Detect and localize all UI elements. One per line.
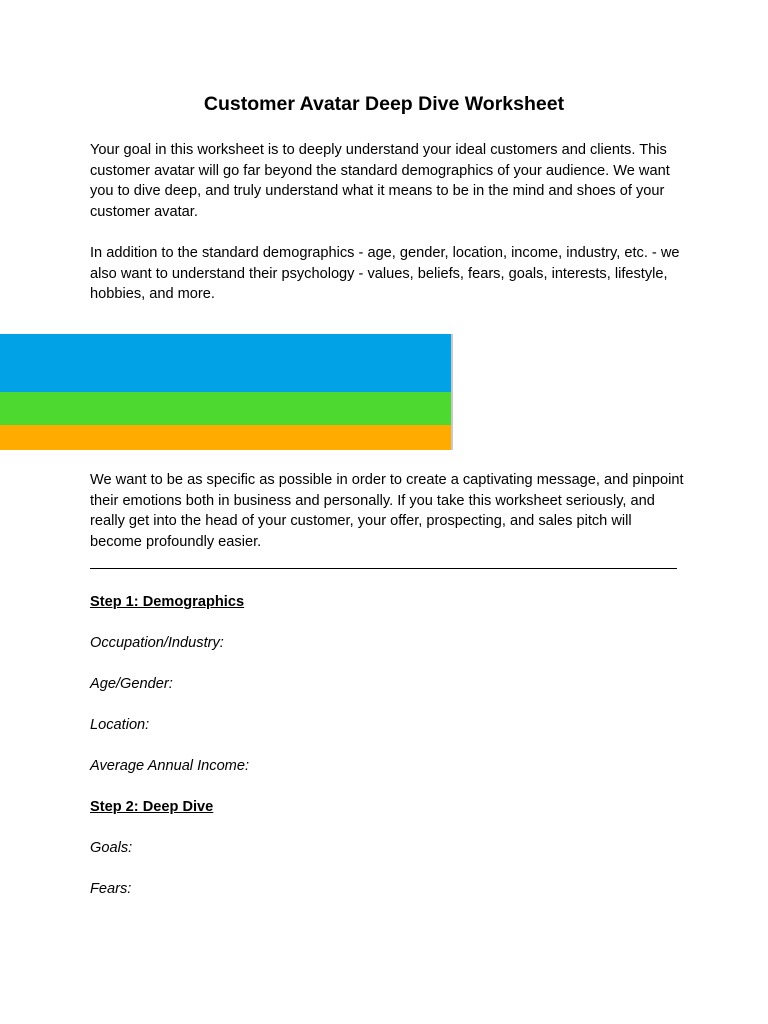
- document-title: Customer Avatar Deep Dive Worksheet: [203, 93, 565, 115]
- step-2-heading: Step 2: Deep Dive: [90, 799, 214, 815]
- intro-paragraph-goal: Your goal in this worksheet is to deeply understand your ideal customers and clients. This customer avatar will go far beyond the standard demographics of your audience. We want you to dive deep, and truly understand what it means to be in the mind and shoes of your customer avatar.: [90, 142, 670, 220]
- field-occupation-industry: Occupation/Industry:: [90, 635, 224, 651]
- field-fears: Fears:: [90, 881, 132, 897]
- closing-paragraph: We want to be as specific as possible in order to create a captivating message, and pinpoint their emotions both in business and personally. If you take this worksheet seriously, and really get into the head of your customer, your offer, prospecting, and sales pitch will become profoundly easier.: [90, 472, 684, 550]
- horizontal-divider: [90, 568, 677, 569]
- field-age-gender: Age/Gender:: [90, 676, 173, 692]
- step-1-heading: Step 1: Demographics: [90, 594, 245, 610]
- intro-paragraph-demographics: In addition to the standard demographics - age, gender, location, income, industry, etc. - we also want to understand their psychology - values, beliefs, fears, goals, interests, lifestyle, hobbies, and more.: [90, 245, 680, 303]
- field-average-annual-income: Average Annual Income:: [90, 758, 250, 774]
- field-goals: Goals:: [90, 840, 133, 856]
- blue-band: [0, 334, 453, 392]
- banner-edge-divider: [451, 334, 453, 450]
- orange-band: [0, 425, 453, 450]
- color-band-banner: [0, 334, 453, 450]
- green-band: [0, 392, 453, 425]
- field-location: Location:: [90, 717, 150, 733]
